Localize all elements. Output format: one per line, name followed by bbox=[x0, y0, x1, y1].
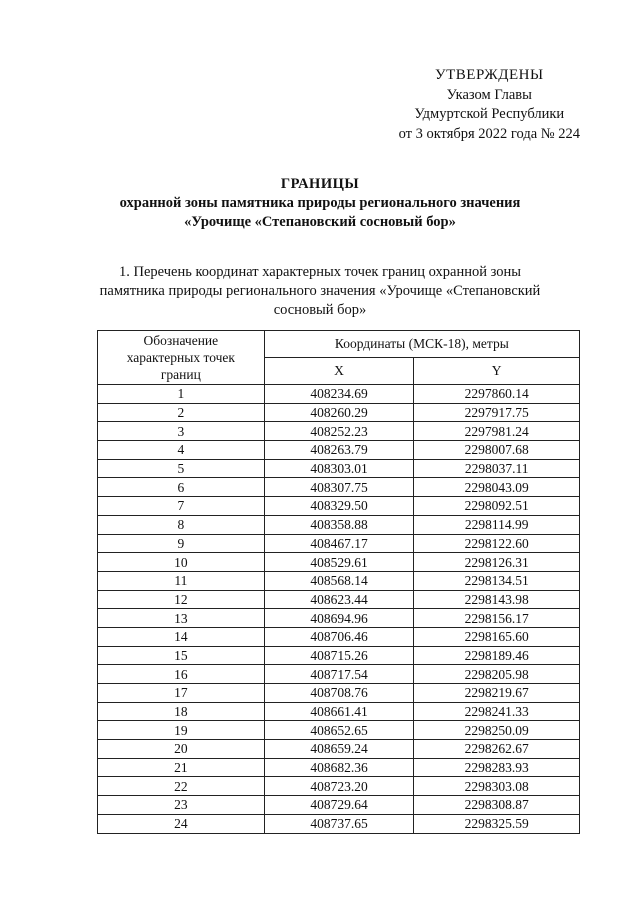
y-cell: 2297860.14 bbox=[414, 385, 580, 404]
point-cell: 9 bbox=[98, 534, 265, 553]
x-cell: 408682.36 bbox=[264, 758, 414, 777]
table-row bbox=[98, 740, 580, 759]
x-cell: 408737.65 bbox=[264, 814, 414, 833]
x-cell: 408260.29 bbox=[264, 403, 414, 422]
y-cell: 2298114.99 bbox=[414, 515, 580, 534]
x-cell: 408467.17 bbox=[264, 534, 414, 553]
point-cell: 12 bbox=[98, 590, 265, 609]
x-cell: 408303.01 bbox=[264, 459, 414, 478]
approval-republic: Удмуртской Республики bbox=[414, 106, 565, 122]
point-cell: 11 bbox=[98, 571, 265, 590]
point-cell: 14 bbox=[98, 627, 265, 646]
table-row bbox=[98, 758, 580, 777]
point-cell: 1 bbox=[98, 385, 265, 404]
header-point-designation bbox=[98, 331, 265, 385]
x-cell: 408659.24 bbox=[264, 740, 414, 759]
title-subject: охранной зоны памятника природы регионального значения bbox=[119, 195, 521, 211]
point-cell: 8 bbox=[98, 515, 265, 534]
x-cell: 408529.61 bbox=[264, 553, 414, 572]
point-cell: 6 bbox=[98, 478, 265, 497]
x-cell: 408723.20 bbox=[264, 777, 414, 796]
x-cell: 408694.96 bbox=[264, 609, 414, 628]
y-cell: 2298007.68 bbox=[414, 441, 580, 460]
x-cell: 408715.26 bbox=[264, 646, 414, 665]
header-point-line-1: Обозначение bbox=[143, 333, 219, 348]
y-cell: 2298156.17 bbox=[414, 609, 580, 628]
y-cell: 2298092.51 bbox=[414, 497, 580, 516]
point-cell: 4 bbox=[98, 441, 265, 460]
header-point-line-2: характерных точек bbox=[126, 350, 235, 365]
section-caption-line-3: сосновый бор» bbox=[273, 302, 367, 318]
table-row bbox=[98, 459, 580, 478]
x-cell: 408717.54 bbox=[264, 665, 414, 684]
y-cell: 2298134.51 bbox=[414, 571, 580, 590]
point-cell: 18 bbox=[98, 702, 265, 721]
table-row bbox=[98, 609, 580, 628]
table-row bbox=[98, 646, 580, 665]
x-cell: 408568.14 bbox=[264, 571, 414, 590]
point-cell: 23 bbox=[98, 796, 265, 815]
table-row bbox=[98, 497, 580, 516]
table-row bbox=[98, 665, 580, 684]
y-cell: 2298303.08 bbox=[414, 777, 580, 796]
y-cell: 2298250.09 bbox=[414, 721, 580, 740]
header-point-line-3: границ bbox=[160, 367, 201, 382]
table-row bbox=[98, 403, 580, 422]
table-row bbox=[98, 534, 580, 553]
y-cell: 2298122.60 bbox=[414, 534, 580, 553]
table-row bbox=[98, 571, 580, 590]
table-row bbox=[98, 422, 580, 441]
header-y: Y bbox=[414, 358, 580, 385]
coordinates-table bbox=[97, 330, 580, 834]
y-cell: 2298241.33 bbox=[414, 702, 580, 721]
y-cell: 2298037.11 bbox=[414, 459, 580, 478]
table-row bbox=[98, 702, 580, 721]
y-cell: 2298126.31 bbox=[414, 553, 580, 572]
x-cell: 408652.65 bbox=[264, 721, 414, 740]
title-object: «Урочище «Степановский сосновый бор» bbox=[184, 214, 456, 230]
point-cell: 7 bbox=[98, 497, 265, 516]
table-row bbox=[98, 814, 580, 833]
point-cell: 13 bbox=[98, 609, 265, 628]
section-caption bbox=[80, 263, 560, 320]
table-row bbox=[98, 478, 580, 497]
x-cell: 408263.79 bbox=[264, 441, 414, 460]
table-row bbox=[98, 684, 580, 703]
point-cell: 19 bbox=[98, 721, 265, 740]
title-main: ГРАНИЦЫ bbox=[280, 176, 360, 192]
table-row bbox=[98, 796, 580, 815]
y-cell: 2298205.98 bbox=[414, 665, 580, 684]
approval-heading: УТВЕРЖДЕНЫ bbox=[435, 67, 544, 83]
x-cell: 408252.23 bbox=[264, 422, 414, 441]
header-x: X bbox=[264, 358, 414, 385]
section-caption-line-1: 1. Перечень координат характерных точек границ охранной зоны bbox=[118, 264, 521, 280]
point-cell: 10 bbox=[98, 553, 265, 572]
x-cell: 408708.76 bbox=[264, 684, 414, 703]
x-cell: 408329.50 bbox=[264, 497, 414, 516]
y-cell: 2297917.75 bbox=[414, 403, 580, 422]
x-cell: 408729.64 bbox=[264, 796, 414, 815]
approval-stamp bbox=[399, 66, 580, 144]
point-cell: 17 bbox=[98, 684, 265, 703]
y-cell: 2298165.60 bbox=[414, 627, 580, 646]
coordinates-table-body bbox=[98, 385, 580, 834]
y-cell: 2298325.59 bbox=[414, 814, 580, 833]
point-cell: 24 bbox=[98, 814, 265, 833]
point-cell: 2 bbox=[98, 403, 265, 422]
x-cell: 408358.88 bbox=[264, 515, 414, 534]
x-cell: 408706.46 bbox=[264, 627, 414, 646]
table-row bbox=[98, 590, 580, 609]
x-cell: 408661.41 bbox=[264, 702, 414, 721]
x-cell: 408234.69 bbox=[264, 385, 414, 404]
document-title bbox=[0, 175, 640, 232]
y-cell: 2298283.93 bbox=[414, 758, 580, 777]
y-cell: 2298043.09 bbox=[414, 478, 580, 497]
header-coordinates: Координаты (МСК-18), метры bbox=[264, 331, 579, 358]
section-caption-line-2: памятника природы регионального значения «Урочище «Степановский bbox=[99, 283, 541, 299]
x-cell: 408623.44 bbox=[264, 590, 414, 609]
point-cell: 15 bbox=[98, 646, 265, 665]
y-cell: 2298189.46 bbox=[414, 646, 580, 665]
table-row bbox=[98, 627, 580, 646]
table-row bbox=[98, 721, 580, 740]
point-cell: 20 bbox=[98, 740, 265, 759]
point-cell: 16 bbox=[98, 665, 265, 684]
y-cell: 2298143.98 bbox=[414, 590, 580, 609]
x-cell: 408307.75 bbox=[264, 478, 414, 497]
table-row bbox=[98, 515, 580, 534]
point-cell: 5 bbox=[98, 459, 265, 478]
approval-date: от 3 октября 2022 года № 224 bbox=[398, 125, 580, 142]
table-row bbox=[98, 441, 580, 460]
point-cell: 3 bbox=[98, 422, 265, 441]
approval-authority: Указом Главы bbox=[446, 86, 532, 103]
point-cell: 22 bbox=[98, 777, 265, 796]
y-cell: 2298262.67 bbox=[414, 740, 580, 759]
table-row bbox=[98, 777, 580, 796]
y-cell: 2298219.67 bbox=[414, 684, 580, 703]
y-cell: 2297981.24 bbox=[414, 422, 580, 441]
table-row bbox=[98, 553, 580, 572]
point-cell: 21 bbox=[98, 758, 265, 777]
table-row bbox=[98, 385, 580, 404]
y-cell: 2298308.87 bbox=[414, 796, 580, 815]
